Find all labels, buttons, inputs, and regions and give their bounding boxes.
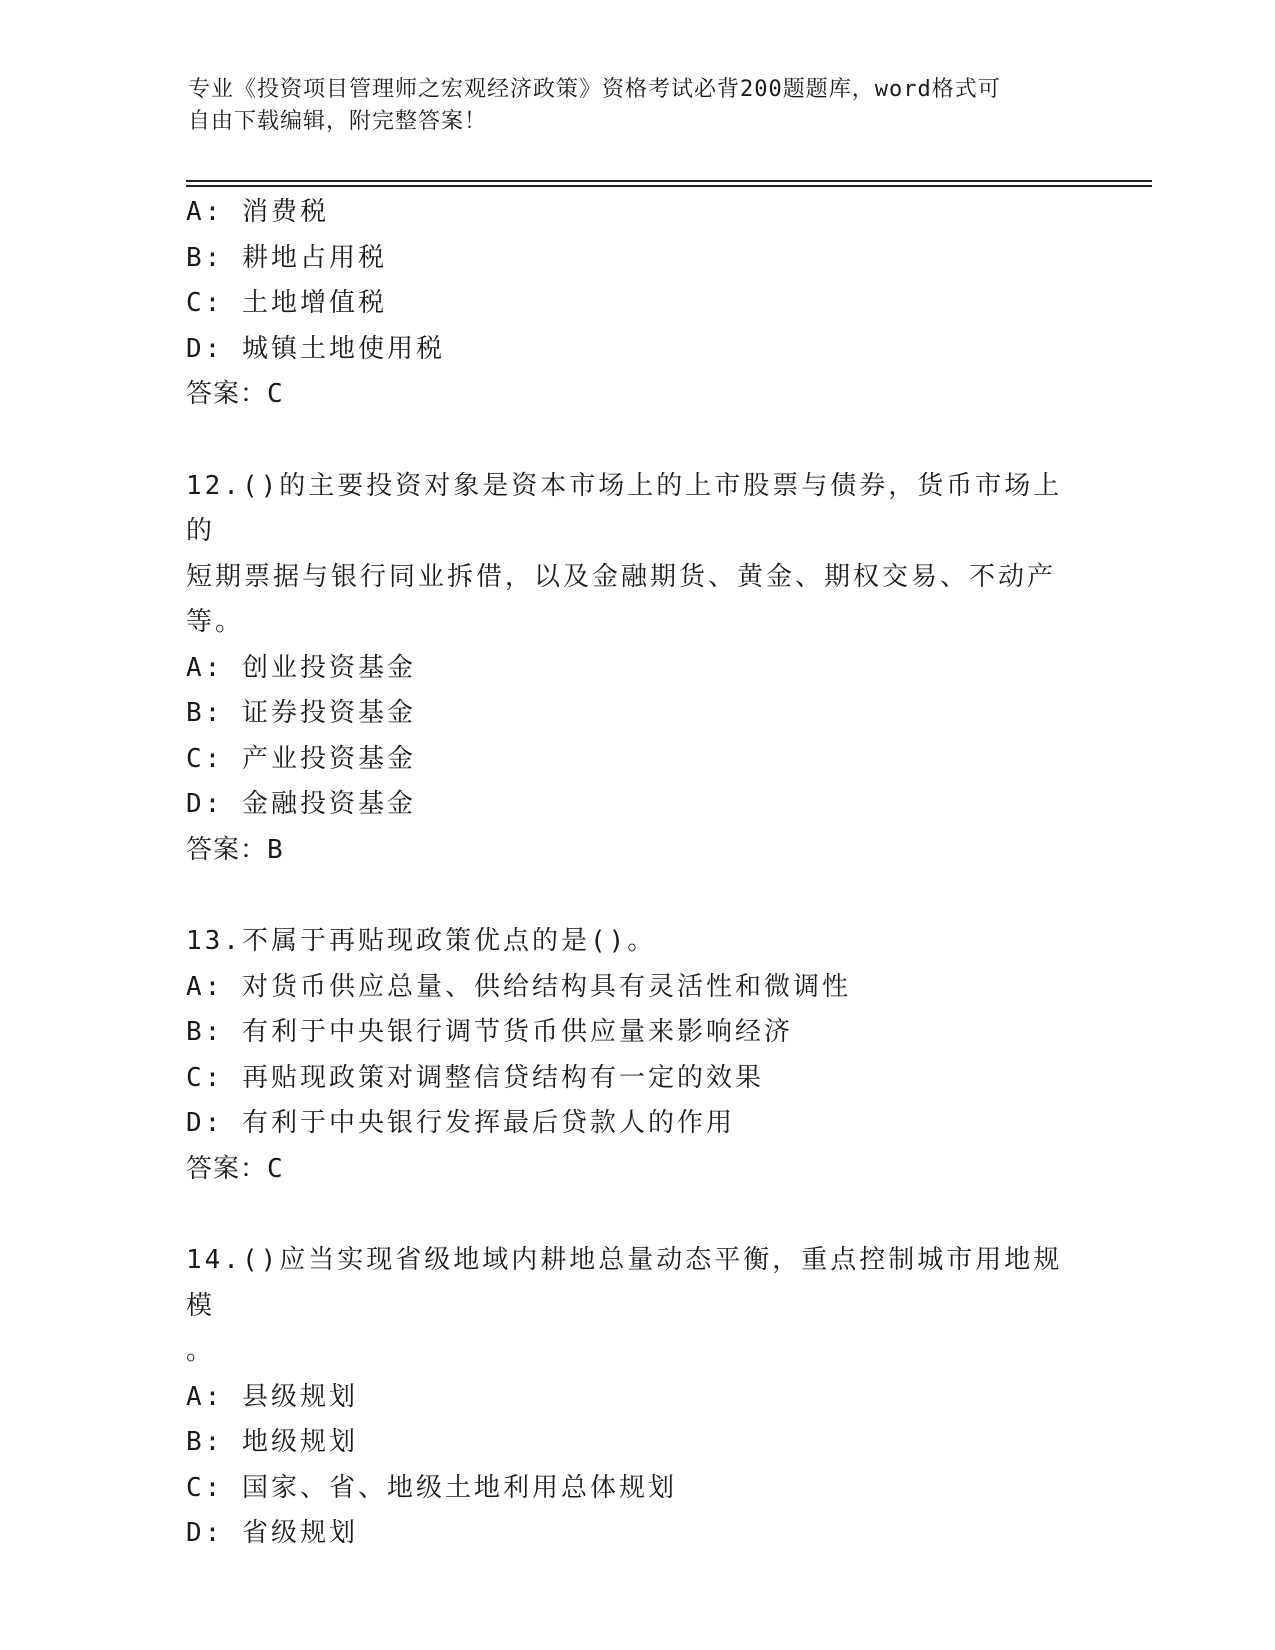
page-header (188, 74, 1068, 138)
option-b: B: 耕地占用税 (186, 242, 387, 273)
question-13-block (186, 919, 1086, 1192)
option-c: C: 再贴现政策对调整信贷结构有一定的效果 (186, 1062, 764, 1093)
option-a: A: 消费税 (186, 197, 329, 227)
question-text-line: 14.()应当实现省级地域内耕地总量动态平衡，重点控制城市用地规模 (186, 1245, 1063, 1321)
answer-line: 答案：C (186, 1153, 284, 1184)
question-content (186, 190, 1086, 1557)
option-d: D: 有利于中央银行发挥最后贷款人的作用 (186, 1108, 735, 1138)
option-c: C: 国家、省、地级土地利用总体规划 (186, 1472, 677, 1503)
option-b: B: 地级规划 (186, 1427, 358, 1457)
option-b: B: 有利于中央银行调节货币供应量来影响经济 (186, 1017, 793, 1047)
option-c: C: 土地增值税 (186, 288, 387, 318)
option-c: C: 产业投资基金 (186, 743, 416, 774)
answer-line: 答案：C (186, 379, 284, 409)
question-text-line: 等。 (186, 607, 245, 637)
option-a: A: 对货币供应总量、供给结构具有灵活性和微调性 (186, 971, 851, 1002)
option-a: A: 创业投资基金 (186, 652, 416, 683)
option-d: D: 城镇土地使用税 (186, 333, 445, 364)
question-11-block (186, 190, 1086, 418)
header-divider-top (186, 180, 1152, 182)
option-d: D: 金融投资基金 (186, 789, 416, 819)
header-title-line-1: 专业《投资项目管理师之宏观经济政策》资格考试必背200题题库，word格式可 (188, 77, 1001, 102)
question-text-line: 12.()的主要投资对象是资本市场上的上市股票与债券，货币市场上的 (186, 470, 1063, 546)
question-12-block (186, 464, 1086, 874)
question-text-line: 短期票据与银行同业拆借，以及金融期货、黄金、期权交易、不动产 (186, 561, 1057, 592)
header-title-line-2: 自由下载编辑，附完整答案！ (188, 109, 488, 134)
option-d: D: 省级规划 (186, 1518, 358, 1548)
question-14-block (186, 1238, 1086, 1557)
header-divider-bottom (186, 185, 1152, 187)
option-b: B: 证券投资基金 (186, 698, 416, 728)
option-a: A: 县级规划 (186, 1381, 358, 1412)
question-text-line: 13.不属于再贴现政策优点的是()。 (186, 926, 657, 956)
question-text-line: 。 (186, 1336, 216, 1366)
answer-line: 答案：B (186, 834, 284, 865)
